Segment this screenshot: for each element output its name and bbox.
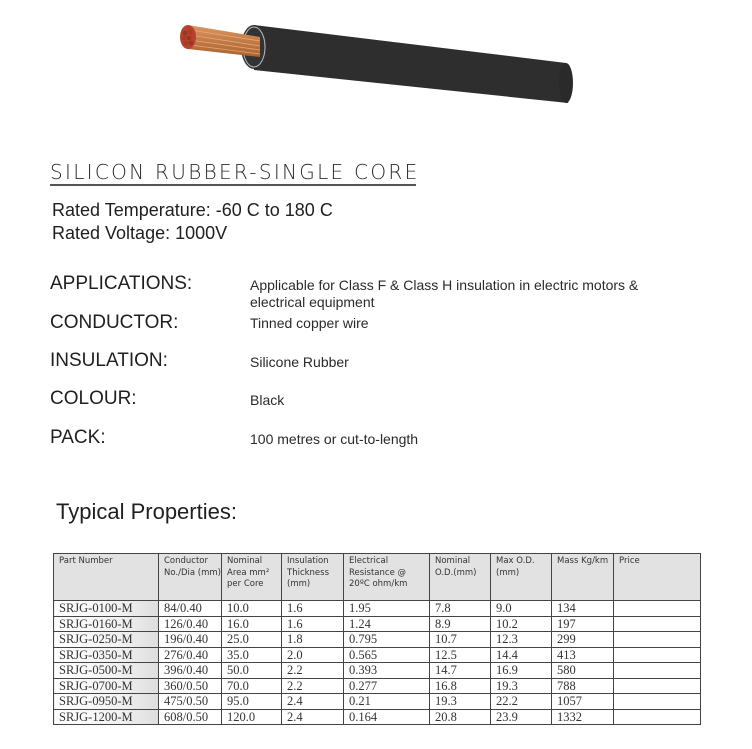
header-conductor: Conductor No./Dia (mm) — [159, 554, 222, 601]
table-header-row — [54, 554, 701, 601]
title-underline — [50, 184, 416, 186]
cell-electrical-resistance: 0.277 — [344, 678, 430, 694]
header-price: Price — [614, 554, 701, 601]
cell-conductor: 396/0.40 — [159, 663, 222, 679]
cable-icon — [170, 15, 580, 110]
table-row — [54, 601, 701, 617]
header-insulation-thickness: Insulation Thickness (mm) — [282, 554, 344, 601]
cell-conductor: 126/0.40 — [159, 616, 222, 632]
cell-electrical-resistance: 0.164 — [344, 709, 430, 725]
spec-value-conductor: Tinned copper wire — [250, 315, 369, 331]
cell-part-number: SRJG-0700-M — [54, 678, 159, 694]
cell-nominal-area: 70.0 — [222, 678, 282, 694]
cell-insulation-thickness: 2.4 — [282, 694, 344, 710]
cell-nominal-od: 19.3 — [430, 694, 491, 710]
cell-price — [614, 709, 701, 725]
cell-part-number: SRJG-0500-M — [54, 663, 159, 679]
header-max-od: Max O.D.(mm) — [491, 554, 552, 601]
cell-nominal-area: 35.0 — [222, 647, 282, 663]
cell-electrical-resistance: 0.393 — [344, 663, 430, 679]
cell-price — [614, 663, 701, 679]
spec-label-pack: PACK: — [50, 427, 106, 448]
cell-part-number: SRJG-0250-M — [54, 632, 159, 648]
cell-insulation-thickness: 2.0 — [282, 647, 344, 663]
cell-conductor: 608/0.50 — [159, 709, 222, 725]
cell-nominal-od: 7.8 — [430, 601, 491, 617]
cell-conductor: 84/0.40 — [159, 601, 222, 617]
cell-part-number: SRJG-0950-M — [54, 694, 159, 710]
cell-nominal-od: 20.8 — [430, 709, 491, 725]
header-nominal-area: Nominal Area mm² per Core — [222, 554, 282, 601]
cell-price — [614, 647, 701, 663]
cell-conductor: 196/0.40 — [159, 632, 222, 648]
table-row — [54, 632, 701, 648]
cell-max-od: 23.9 — [491, 709, 552, 725]
cell-conductor: 475/0.50 — [159, 694, 222, 710]
cell-price — [614, 678, 701, 694]
cell-price — [614, 601, 701, 617]
header-electrical-resistance: Electrical Resistance @ 20ºC ohm/km — [344, 554, 430, 601]
cell-mass: 1057 — [552, 694, 614, 710]
cell-mass: 299 — [552, 632, 614, 648]
cell-mass: 788 — [552, 678, 614, 694]
cell-insulation-thickness: 1.8 — [282, 632, 344, 648]
cell-max-od: 19.3 — [491, 678, 552, 694]
header-nominal-od: Nominal O.D.(mm) — [430, 554, 491, 601]
cell-nominal-od: 16.8 — [430, 678, 491, 694]
cell-electrical-resistance: 0.565 — [344, 647, 430, 663]
cell-nominal-od: 8.9 — [430, 616, 491, 632]
cell-nominal-area: 10.0 — [222, 601, 282, 617]
cell-part-number: SRJG-0100-M — [54, 601, 159, 617]
cell-part-number: SRJG-0160-M — [54, 616, 159, 632]
rated-temperature: Rated Temperature: -60 C to 180 C — [52, 200, 333, 220]
cell-part-number: SRJG-0350-M — [54, 647, 159, 663]
cell-electrical-resistance: 0.21 — [344, 694, 430, 710]
spec-label-conductor: CONDUCTOR: — [50, 312, 179, 333]
cell-conductor: 360/0.50 — [159, 678, 222, 694]
spec-label-applications: APPLICATIONS: — [50, 273, 193, 294]
cell-mass: 413 — [552, 647, 614, 663]
table-row — [54, 709, 701, 725]
spec-value-colour: Black — [250, 392, 285, 408]
cell-max-od: 16.9 — [491, 663, 552, 679]
cell-mass: 1332 — [552, 709, 614, 725]
cell-nominal-area: 16.0 — [222, 616, 282, 632]
product-title: SILICON RUBBER-SINGLE CORE — [50, 160, 420, 184]
cell-mass: 580 — [552, 663, 614, 679]
cell-nominal-area: 25.0 — [222, 632, 282, 648]
cell-mass: 134 — [552, 601, 614, 617]
cell-nominal-area: 120.0 — [222, 709, 282, 725]
cell-price — [614, 616, 701, 632]
cell-nominal-area: 50.0 — [222, 663, 282, 679]
table-row — [54, 616, 701, 632]
rated-voltage: Rated Voltage: 1000V — [52, 223, 228, 243]
table-row — [54, 663, 701, 679]
table-row — [54, 694, 701, 710]
cell-nominal-od: 10.7 — [430, 632, 491, 648]
cell-price — [614, 694, 701, 710]
cell-max-od: 10.2 — [491, 616, 552, 632]
cell-part-number: SRJG-1200-M — [54, 709, 159, 725]
table-row — [54, 678, 701, 694]
cell-max-od: 12.3 — [491, 632, 552, 648]
cell-insulation-thickness: 1.6 — [282, 601, 344, 617]
cell-electrical-resistance: 0.795 — [344, 632, 430, 648]
properties-table — [53, 553, 701, 725]
cell-nominal-od: 14.7 — [430, 663, 491, 679]
cell-nominal-area: 95.0 — [222, 694, 282, 710]
cell-max-od: 14.4 — [491, 647, 552, 663]
header-part-number: Part Number — [54, 554, 159, 601]
spec-value-pack: 100 metres or cut-to-length — [250, 431, 419, 447]
table-row — [54, 647, 701, 663]
spec-value-insulation: Silicone Rubber — [250, 354, 349, 370]
cell-conductor: 276/0.40 — [159, 647, 222, 663]
cell-insulation-thickness: 2.2 — [282, 678, 344, 694]
cell-electrical-resistance: 1.95 — [344, 601, 430, 617]
header-mass: Mass Kg/km — [552, 554, 614, 601]
cell-electrical-resistance: 1.24 — [344, 616, 430, 632]
cell-max-od: 22.2 — [491, 694, 552, 710]
cell-price — [614, 632, 701, 648]
cell-insulation-thickness: 1.6 — [282, 616, 344, 632]
spec-label-colour: COLOUR: — [50, 388, 137, 409]
spec-value-applications: Applicable for Class F & Class H insulation in electric motors & electrical equipment — [250, 277, 639, 310]
cell-max-od: 9.0 — [491, 601, 552, 617]
typical-properties-heading: Typical Properties: — [56, 499, 237, 524]
cell-insulation-thickness: 2.4 — [282, 709, 344, 725]
spec-label-insulation: INSULATION: — [50, 350, 168, 371]
cell-insulation-thickness: 2.2 — [282, 663, 344, 679]
cell-nominal-od: 12.5 — [430, 647, 491, 663]
cell-mass: 197 — [552, 616, 614, 632]
